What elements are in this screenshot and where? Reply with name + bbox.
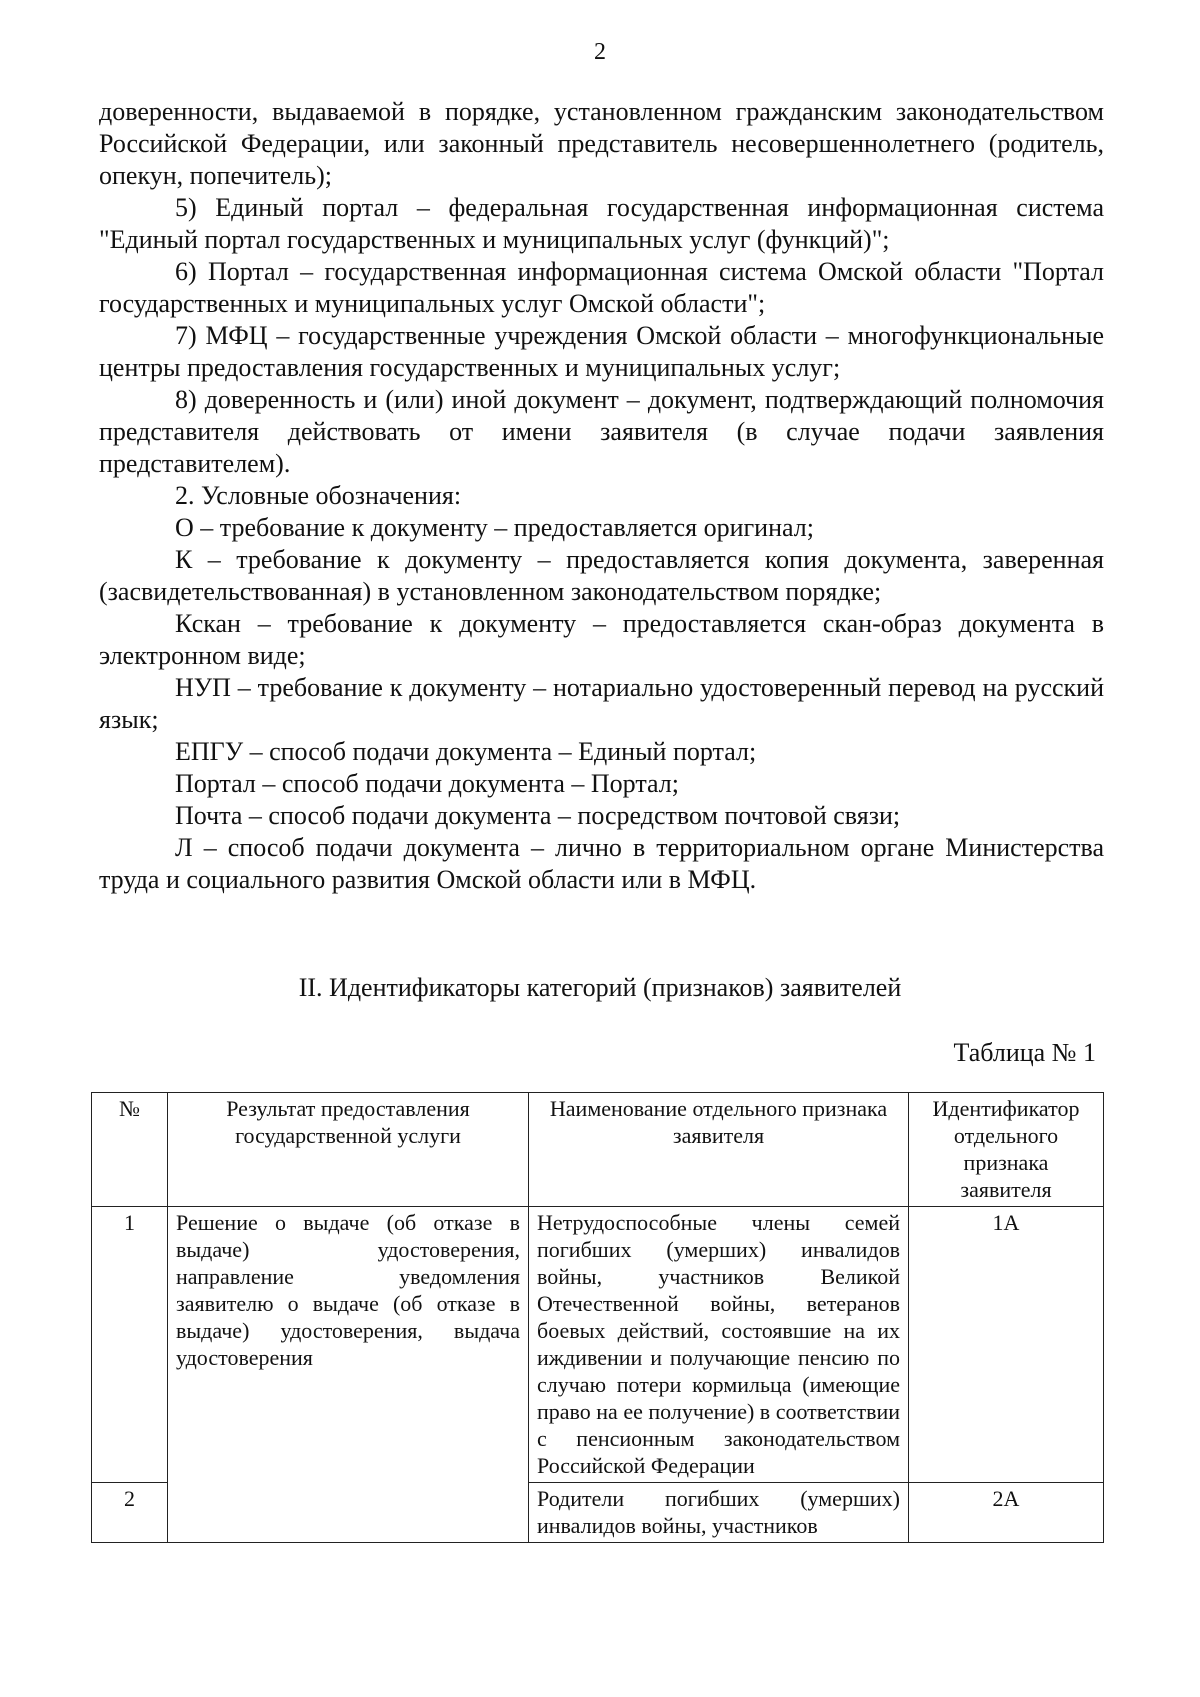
identifier-cell: 1А — [909, 1207, 1104, 1483]
body-text — [99, 96, 1104, 896]
applicant-identifiers-table — [91, 1092, 1104, 1543]
row-number: 2 — [92, 1483, 168, 1543]
header-result: Результат предоставления государственной услуги — [168, 1093, 529, 1207]
paragraph: Л – способ подачи документа – лично в территориальном органе Министерства труда и социального развития Омской области или в МФЦ. — [99, 833, 1104, 894]
table-caption: Таблица № 1 — [953, 1038, 1096, 1067]
feature-cell: Родители погибших (умерших) инвалидов войны, участников — [529, 1483, 909, 1543]
row-number: 1 — [92, 1207, 168, 1483]
paragraph: Портал – способ подачи документа – Портал; — [175, 769, 679, 798]
paragraph: 2. Условные обозначения: — [175, 481, 462, 510]
service-result-cell: Решение о выдаче (об отказе в выдаче) удостоверения, направление уведомления заявителю о выдаче (об отказе в выдаче) удостоверения, выдача удостоверения — [168, 1207, 529, 1543]
paragraph: Кскан – требование к документу – предоставляется скан-образ документа в электронном виде; — [99, 609, 1104, 670]
feature-cell: Нетрудоспособные члены семей погибших (умерших) инвалидов войны, участников Великой Отечественной войны, ветеранов боевых действий, состоявшие на их иждивении и получающие пенсию по случаю потери кормильца (имеющие право на ее получение) в соответствии с пенсионным законодательством Российской Федерации — [529, 1207, 909, 1483]
paragraph: Почта – способ подачи документа – посредством почтовой связи; — [175, 801, 901, 830]
table-header-row — [92, 1093, 1104, 1207]
paragraph: 5) Единый портал – федеральная государственная информационная система "Единый портал государственных и муниципальных услуг (функций)"; — [99, 193, 1104, 254]
table-row — [92, 1207, 1104, 1483]
paragraph: 7) МФЦ – государственные учреждения Омской области – многофункциональные центры предоставления государственных и муниципальных услуг; — [99, 321, 1104, 382]
paragraph: 6) Портал – государственная информационная система Омской области "Портал государственных и муниципальных услуг Омской области"; — [99, 257, 1104, 318]
paragraph: доверенности, выдаваемой в порядке, установленном гражданским законодательством Российской Федерации, или законный представитель несовершеннолетнего (родитель, опекун, попечитель); — [99, 97, 1104, 190]
paragraph: 8) доверенность и (или) иной документ – документ, подтверждающий полномочия представителя действовать от имени заявителя (в случае подачи заявления представителем). — [99, 385, 1104, 478]
paragraph: НУП – требование к документу – нотариально удостоверенный перевод на русский язык; — [99, 673, 1104, 734]
section-title: II. Идентификаторы категорий (признаков) заявителей — [298, 973, 902, 1002]
page-number: 2 — [594, 39, 606, 65]
paragraph: О – требование к документу – предоставляется оригинал; — [175, 513, 814, 542]
paragraph: К – требование к документу – предоставляется копия документа, заверенная (засвидетельствованная) в установленном законодательством порядке; — [99, 545, 1104, 606]
header-number: № — [92, 1093, 168, 1207]
paragraph: ЕПГУ – способ подачи документа – Единый портал; — [175, 737, 757, 766]
header-feature: Наименование отдельного признака заявителя — [529, 1093, 909, 1207]
header-identifier: Идентификатор отдельного признака заявителя — [909, 1093, 1104, 1207]
identifier-cell: 2А — [909, 1483, 1104, 1543]
